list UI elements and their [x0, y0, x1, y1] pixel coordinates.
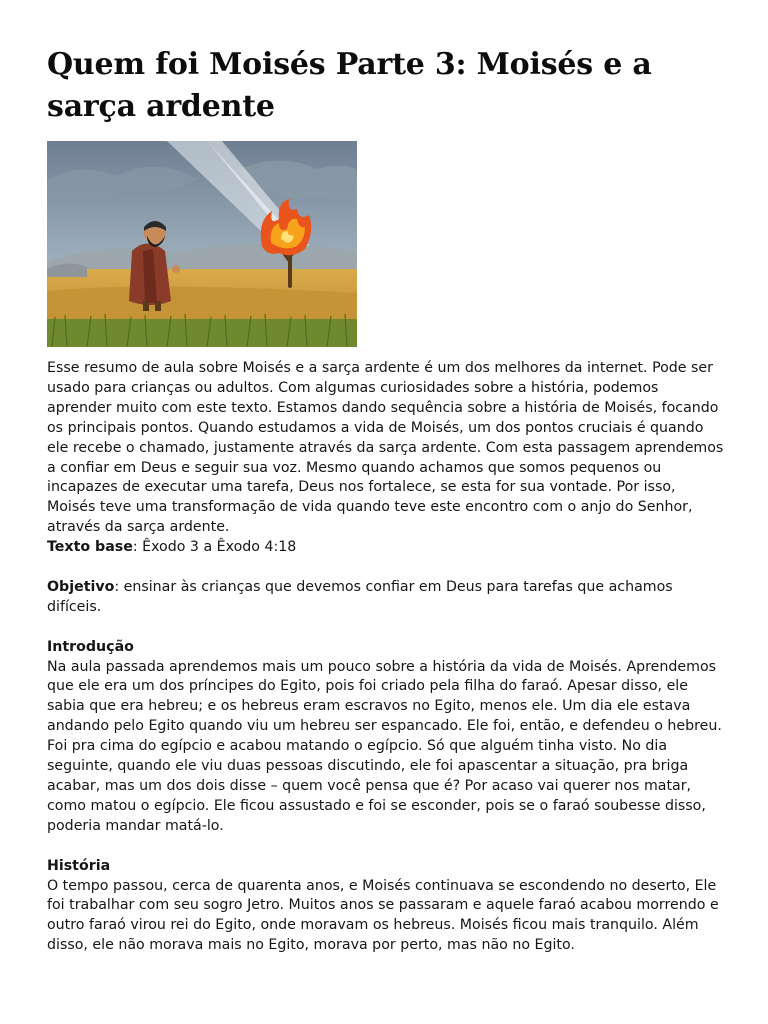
article-title: Quem foi Moisés Parte 3: Moisés e a sarça ardente: [47, 47, 652, 124]
historia-paragraph: O tempo passou, cerca de quarenta anos, e Moisés continuava se escondendo no deserto, Ele foi trabalhar com seu sogro Jetro. Muitos anos se passaram e aquele faraó acabou morrendo e outro faraó virou rei do Egito, onde moravam os hebreus. Moisés ficou mais tranquilo. Além disso, ele não morava mais no Egito, morava por perto, mas não no Egito.: [47, 877, 719, 954]
article-body: [47, 359, 727, 956]
burning-bush-illustration: [47, 141, 357, 347]
intro-paragraph: Esse resumo de aula sobre Moisés e a sarça ardente é um dos melhores da internet. Pode ser usado para crianças ou adultos. Com algumas curiosidades sobre a história, podemos aprender muito com este texto. Estamos dando sequência sobre a história de Moisés, focando os principais pontos. Quando estudamos a vida de Moisés, um dos pontos cruciais é quando ele recebe o chamado, justamente através da sarça ardente. Com esta passagem aprendemos a confiar em Deus e seguir sua voz. Mesmo quando achamos que somos pequenos ou incapazes de executar uma tarefa, Deus nos fortalece, se esta for sua vontade. Por isso, Moisés teve uma transformação de vida quando teve este encontro com o anjo do Senhor, através da sarça ardente.: [47, 360, 724, 536]
texto-base-line: [47, 538, 727, 558]
historia-heading: História: [47, 857, 111, 874]
texto-base-label: Texto base: [47, 539, 133, 556]
article: [47, 44, 727, 956]
introducao-heading: Introdução: [47, 638, 134, 655]
introducao-paragraph: Na aula passada aprendemos mais um pouco sobre a história da vida de Moisés. Aprendemos que ele era um dos príncipes do Egito, pois foi criado pela filha do faraó. Apesar disso, ele sabia que era hebreu; e os hebreus eram escravos no Egito, menos ele. Um dia ele estava andando pelo Egito quando viu um hebreu ser espancado. Ele foi, então, e defendeu o hebreu. Foi pra cima do egípcio e acabou matando o egípcio. Só que alguém tinha visto. No dia seguinte, quando ele viu duas pessoas discutindo, ele foi apascentar a situação, pra briga acabar, mas um dos dois disse – quem você pensa que é? Por acaso vai querer nos matar, como matou o egípcio. Ele ficou assustado e foi se esconder, pois se o faraó soubesse disso, poderia mandar matá-lo.: [47, 658, 722, 834]
objetivo-line: [47, 578, 727, 618]
objetivo-value: : ensinar às crianças que devemos confiar em Deus para tarefas que achamos difíceis.: [47, 578, 673, 615]
objetivo-label: Objetivo: [47, 578, 115, 595]
texto-base-value: : Êxodo 3 a Êxodo 4:18: [132, 539, 297, 556]
